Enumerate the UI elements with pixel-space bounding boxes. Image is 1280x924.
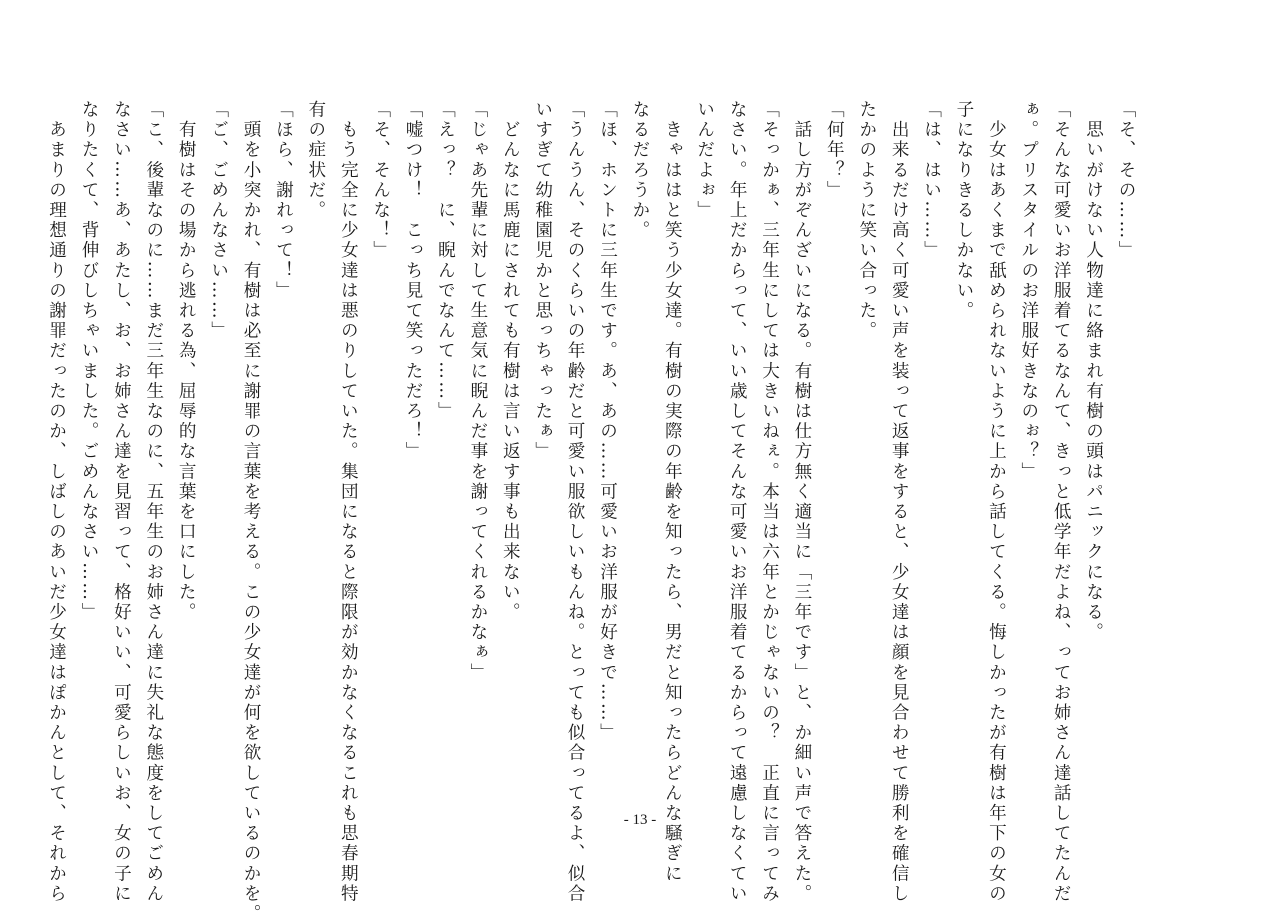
text-line: 「こ、後輩なのに……まだ三年生なのに、五年生のお姉さん達に失礼な態度をしてごめん bbox=[143, 100, 164, 904]
text-line: 「ほら、謝れって！」 bbox=[273, 100, 294, 301]
text-line: 「ほ、ホントに三年生です。あ、あの……可愛いお洋服が好きで……」 bbox=[597, 100, 618, 744]
text-line: 出来るだけ高く可愛い声を装って返事をすると、少女達は顔を見合わせて勝利を確信し bbox=[889, 100, 910, 904]
text-line: きゃははと笑う少女達。有樹の実際の年齢を知ったら、男だと知ったらどんな騒ぎに bbox=[662, 100, 683, 884]
text-line: 「そっかぁ、三年生にしては大きいねぇ。本当は六年とかじゃないの？ 正直に言ってみ bbox=[759, 100, 780, 904]
text-line: 「じゃあ先輩に対して生意気に睨んだ事を謝ってくれるかなぁ」 bbox=[467, 100, 488, 683]
text-line: もう完全に少女達は悪のりしていた。集団になると際限が効かなくなるこれも思春期特 bbox=[338, 100, 359, 904]
text-line: 有の症状だ。 bbox=[305, 100, 326, 221]
text-line: 思いがけない人物達に絡まれ有樹の頭はパニックになる。 bbox=[1083, 100, 1104, 643]
text-line: 「そんな可愛いお洋服着てるなんて、きっと低学年だよね、ってお姉さん達話してたんだ bbox=[1051, 100, 1072, 904]
text-line: 「何年？」 bbox=[824, 100, 845, 201]
page-number: - 13 - bbox=[623, 812, 657, 828]
text-line: 「えっ？ に、睨んでなんて……」 bbox=[435, 100, 456, 422]
text-line: 話し方がぞんざいになる。有樹は仕方無く適当に「三年です」と、か細い声で答えた。 bbox=[791, 100, 812, 904]
text-line: なりたくて、背伸びしちゃいました。ごめんなさい……」 bbox=[79, 100, 99, 623]
text-line: ぁ。プリスタイルのお洋服好きなのぉ？」 bbox=[1018, 100, 1039, 482]
text-line: 子になりきるしかない。 bbox=[953, 100, 974, 322]
text-line: 「は、はい……」 bbox=[921, 100, 942, 261]
text-line: 「ご、ごめんなさい……」 bbox=[208, 100, 229, 342]
text-line: なさい……あ、あたし、お、お姉さん達を見習って、格好いい、可愛らしいお、女の子に bbox=[111, 100, 132, 904]
text-line: なさい。年上だからって、いい歳してそんな可愛いお洋服着てるからって遠慮しなくてい bbox=[727, 100, 748, 904]
text-line: 「嘘つけ！ こっち見て笑っただろ！」 bbox=[403, 100, 424, 462]
text-line: 少女はあくまで舐められないように上から話してくる。悔しかったが有樹は年下の女の bbox=[986, 100, 1007, 904]
text-line: なるだろうか。 bbox=[629, 100, 650, 241]
text-line: 「うんうん、そのくらいの年齢だと可愛い服欲しいもんね。とっても似合ってるよ、似合 bbox=[565, 100, 586, 904]
text-line: たかのように笑い合った。 bbox=[856, 100, 877, 342]
text-line: いすぎて幼稚園児かと思っちゃったぁ」 bbox=[532, 100, 553, 462]
text-line: 「そ、そんな！」 bbox=[370, 100, 391, 261]
text-line: 「そ、その……」 bbox=[1116, 100, 1136, 261]
text-line: あまりの理想通りの謝罪だったのか、しばしのあいだ少女達はぽかんとして、それから bbox=[46, 100, 67, 904]
text-line: 有樹はその場から逃れる為、屈辱的な言葉を口にした。 bbox=[176, 100, 197, 623]
text-line: いんだよぉ」 bbox=[694, 100, 715, 221]
text-line: 頭を小突かれ、有樹は必至に謝罪の言葉を考える。この少女達が何を欲しているのかを。 bbox=[241, 100, 262, 924]
text-line: どんなに馬鹿にされても有樹は言い返す事も出来ない。 bbox=[500, 100, 521, 623]
